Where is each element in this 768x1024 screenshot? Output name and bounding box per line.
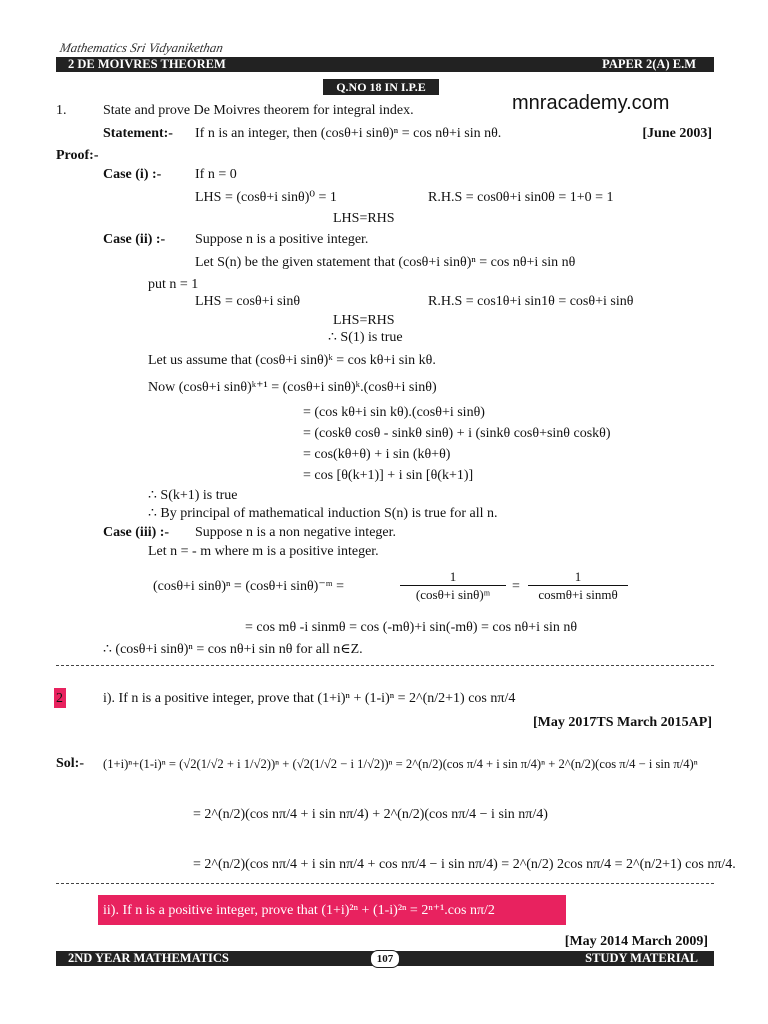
proof-label: Proof:- <box>56 148 99 163</box>
case3-conclusion: ∴ (cosθ+i sinθ)ⁿ = cos nθ+i sin nθ for all n∈Z. <box>103 642 363 657</box>
case2-step4: = cos(kθ+θ) + i sin (kθ+θ) <box>303 447 451 462</box>
sol-line-1: (1+i)ⁿ+(1-i)ⁿ = (√2(1/√2 + i 1/√2))ⁿ + (√2(1/√2 − i 1/√2))ⁿ = 2^(n/2)(cos π/4 + i sin π/4)ⁿ + 2^(n/2)(cos π/4 − i sin π/4)ⁿ <box>103 757 698 771</box>
case2-assume: Let us assume that (cosθ+i sinθ)ᵏ = cos kθ+i sin kθ. <box>148 353 436 368</box>
case2-induction: ∴ By principal of mathematical induction S(n) is true for all n. <box>148 506 498 521</box>
case2-now: Now (cosθ+i sinθ)ᵏ⁺¹ = (cosθ+i sinθ)ᵏ.(cosθ+i sinθ) <box>148 380 437 395</box>
case3-lhs: (cosθ+i sinθ)ⁿ = (cosθ+i sinθ)⁻ᵐ = <box>153 579 344 594</box>
case3-let: Let n = - m where m is a positive integer. <box>148 544 379 559</box>
case3-fraction-2 <box>528 568 628 604</box>
case2-sk1-true: ∴ S(k+1) is true <box>148 488 238 503</box>
case2-put: put n = 1 <box>148 277 199 292</box>
equals-sign: = <box>512 579 520 594</box>
case3-fraction-1 <box>400 568 506 604</box>
sol-line-3: = 2^(n/2)(cos nπ/4 + i sin nπ/4 + cos nπ/4 − i sin nπ/4) = 2^(n/2) 2cos nπ/4 = 2^(n/2+1) cos nπ/4. <box>193 857 736 872</box>
case1-condition: If n = 0 <box>195 167 237 182</box>
case2-label: Case (ii) :- <box>103 232 166 247</box>
case3-fraction-1-num: 1 <box>400 568 506 586</box>
footer-left: 2ND YEAR MATHEMATICS <box>68 951 229 965</box>
case3-condition: Suppose n is a non negative integer. <box>195 525 397 540</box>
statement-text: If n is an integer, then (cosθ+i sinθ)ⁿ = cos nθ+i sin nθ. <box>195 126 502 141</box>
case2-equality: LHS=RHS <box>333 313 395 328</box>
divider-2 <box>56 883 714 884</box>
case2-step2: = (cos kθ+i sin kθ).(cosθ+i sinθ) <box>303 405 485 420</box>
header-left: 2 DE MOIVRES THEOREM <box>68 57 226 71</box>
statement-label: Statement:- <box>103 126 173 141</box>
q2-question: i). If n is a positive integer, prove that (1+i)ⁿ + (1-i)ⁿ = 2^(n/2+1) cos nπ/4 <box>103 691 516 706</box>
q2-ref: [May 2017TS March 2015AP] <box>533 715 712 730</box>
q2-ii-question: ii). If n is a positive integer, prove that (1+i)²ⁿ + (1-i)²ⁿ = 2ⁿ⁺¹.cos nπ/2 <box>103 903 495 918</box>
q1-ref: [June 2003] <box>642 126 712 141</box>
q2-ii-ref: [May 2014 March 2009] <box>564 934 708 949</box>
q1-number: 1. <box>56 103 67 118</box>
case2-condition: Suppose n is a positive integer. <box>195 232 369 247</box>
page-number: 107 <box>370 950 400 968</box>
q1-question: State and prove De Moivres theorem for integral index. <box>103 103 414 118</box>
case1-equality: LHS=RHS <box>333 211 395 226</box>
header-right: PAPER 2(A) E.M <box>602 57 696 71</box>
case3-fraction-2-den: cosmθ+i sinmθ <box>538 587 618 602</box>
case2-step3: = (coskθ cosθ - sinkθ sinθ) + i (sinkθ cosθ+sinθ coskθ) <box>303 426 611 441</box>
case2-s1-true: ∴ S(1) is true <box>328 330 403 345</box>
case3-fraction-2-num: 1 <box>528 568 628 586</box>
case2-lhs: LHS = cosθ+i sinθ <box>195 294 301 309</box>
q2-number: 2 <box>56 691 63 706</box>
qno-box: Q.NO 18 IN I.P.E <box>323 79 439 95</box>
case3-label: Case (iii) :- <box>103 525 170 540</box>
case1-lhs: LHS = (cosθ+i sinθ)⁰ = 1 <box>195 190 337 205</box>
divider-1 <box>56 665 714 666</box>
case1-label: Case (i) :- <box>103 167 162 182</box>
case1-rhs: R.H.S = cos0θ+i sin0θ = 1+0 = 1 <box>428 190 614 205</box>
case3-step2: = cos mθ -i sinmθ = cos (-mθ)+i sin(-mθ) = cos nθ+i sin nθ <box>245 620 578 635</box>
case2-step5: = cos [θ(k+1)] + i sin [θ(k+1)] <box>303 468 474 483</box>
footer-right: STUDY MATERIAL <box>585 951 698 965</box>
watermark: mnracademy.com <box>512 92 670 114</box>
header-bar <box>56 57 714 72</box>
case2-statement: Let S(n) be the given statement that (cosθ+i sinθ)ⁿ = cos nθ+i sin nθ <box>195 255 576 270</box>
sol-line-2: = 2^(n/2)(cos nπ/4 + i sin nπ/4) + 2^(n/2)(cos nπ/4 − i sin nπ/4) <box>193 807 548 822</box>
handwritten-note: Mathematics Sri Vidyanikethan <box>58 40 225 55</box>
sol-label: Sol:- <box>56 756 84 771</box>
case2-rhs: R.H.S = cos1θ+i sin1θ = cosθ+i sinθ <box>428 294 634 309</box>
case3-fraction-1-den: (cosθ+i sinθ)ᵐ <box>415 587 491 602</box>
